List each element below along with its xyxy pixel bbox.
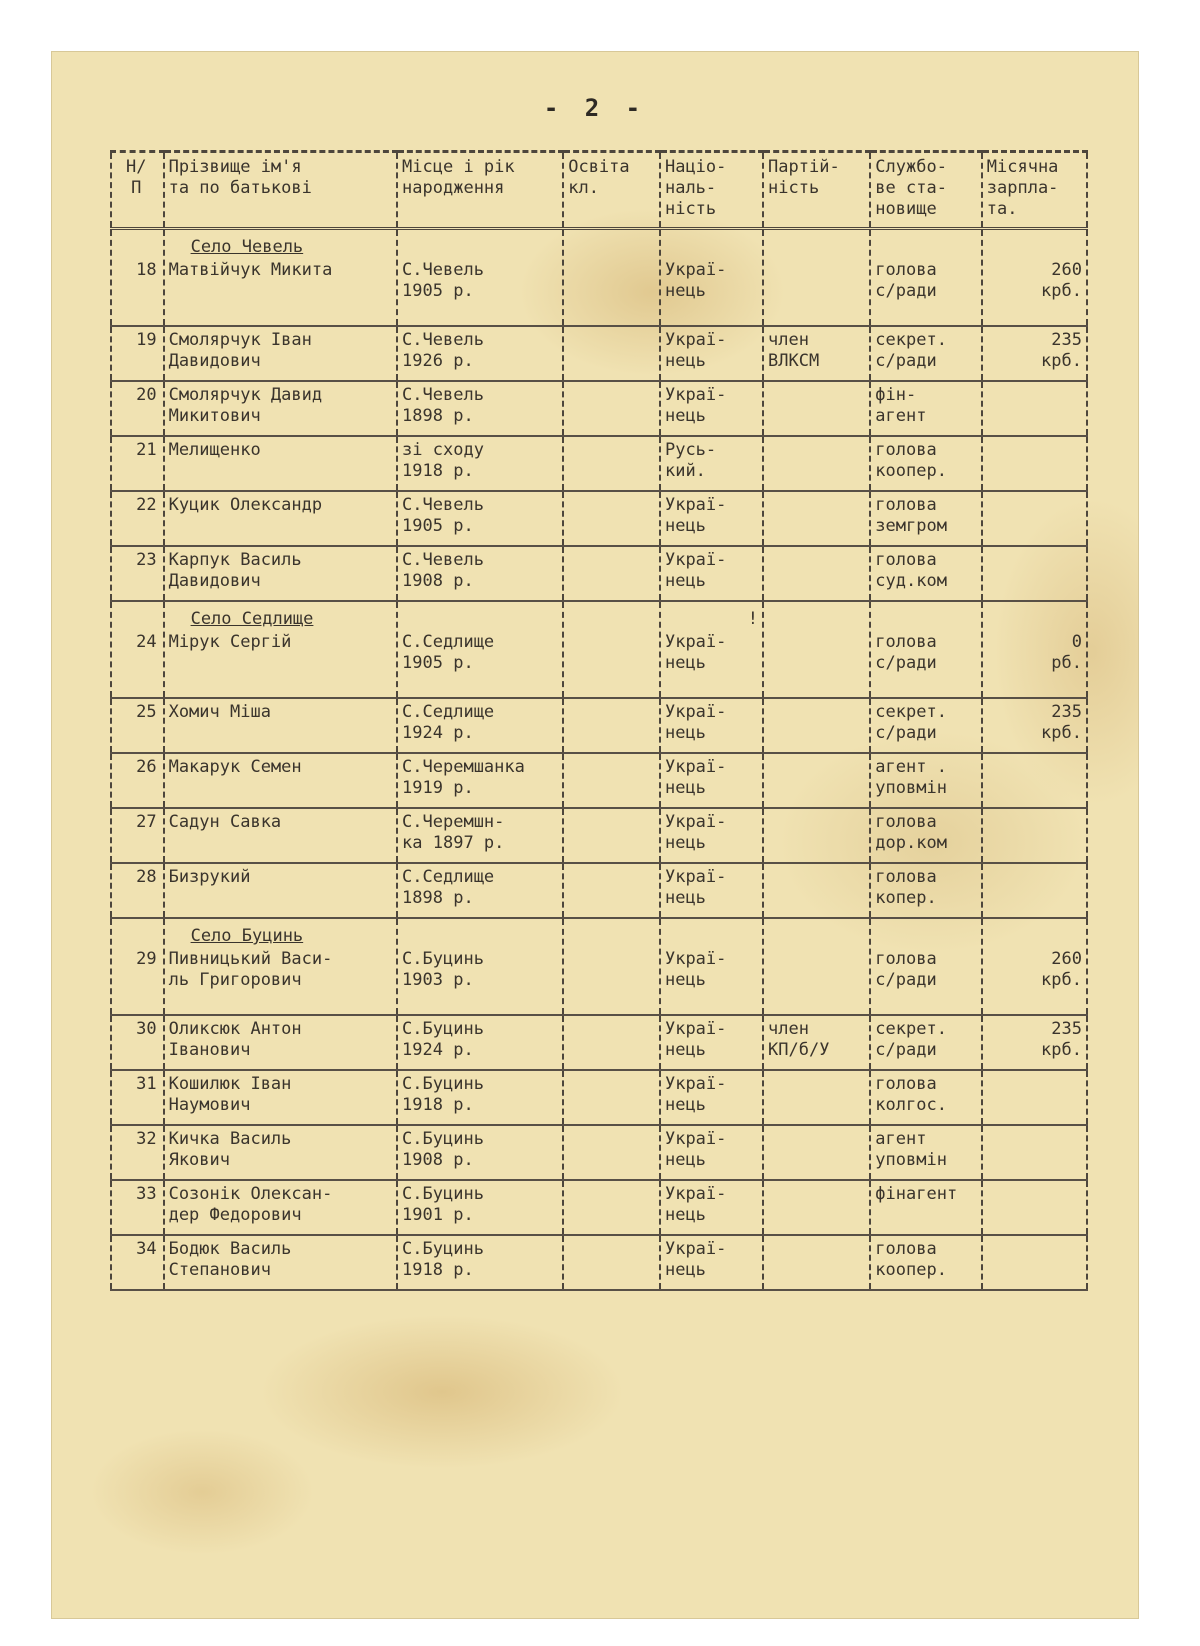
cell-salary bbox=[982, 863, 1087, 918]
cell-birth-place-year bbox=[397, 1235, 563, 1290]
cell-number bbox=[111, 381, 164, 436]
cell-nationality bbox=[660, 1070, 763, 1125]
page-number: - 2 - bbox=[543, 94, 647, 122]
cell-nationality-text: Украї- нець bbox=[664, 330, 727, 371]
table-row bbox=[111, 1180, 1087, 1235]
cell-position bbox=[870, 1015, 981, 1070]
cell-number-text: 30 bbox=[136, 1019, 157, 1039]
cell-position-text: секрет. с/ради bbox=[875, 1019, 947, 1060]
document-page bbox=[52, 52, 1138, 1618]
village-heading: Село Чевель bbox=[190, 237, 304, 257]
spacer bbox=[402, 237, 558, 258]
table-row bbox=[111, 1125, 1087, 1180]
header-education: Освіта кл. bbox=[563, 152, 660, 229]
header-party: Партій- ність bbox=[763, 152, 870, 229]
header-nationality: Націо- наль- ність bbox=[660, 152, 763, 229]
cell-position bbox=[870, 436, 981, 491]
table-row bbox=[111, 1070, 1087, 1125]
cell-position bbox=[870, 1125, 981, 1180]
cell-full-name bbox=[164, 601, 397, 698]
cell-birth-place-year bbox=[397, 436, 563, 491]
cell-birth-place-year-text: С.Буцинь 1924 р. bbox=[402, 1019, 484, 1060]
cell-number-text: 26 bbox=[136, 757, 157, 777]
spacer bbox=[875, 609, 976, 630]
cell-birth-place-year-text: С.Черемшн- ка 1897 р. bbox=[402, 812, 505, 853]
cell-number-text: 25 bbox=[136, 702, 157, 722]
cell-full-name-text: Кичка Василь Якович bbox=[168, 1129, 292, 1170]
cell-number-text: 29 bbox=[136, 949, 157, 969]
cell-education bbox=[563, 863, 660, 918]
cell-full-name-text: Мірук Сергій bbox=[168, 632, 292, 652]
cell-salary bbox=[982, 1070, 1087, 1125]
table-header-row bbox=[111, 152, 1087, 229]
cell-position-text: голова колгос. bbox=[875, 1074, 947, 1115]
spacer bbox=[875, 926, 976, 947]
cell-nationality-text: Украї- нець bbox=[664, 1019, 727, 1060]
cell-party bbox=[763, 863, 870, 918]
cell-position bbox=[870, 229, 981, 327]
cell-number-text: 28 bbox=[136, 867, 157, 887]
table-row bbox=[111, 381, 1087, 436]
table-row bbox=[111, 229, 1087, 327]
cell-full-name-text: Пивницький Васи- ль Григорович bbox=[168, 949, 333, 990]
cell-number-text: 31 bbox=[136, 1074, 157, 1094]
cell-full-name-text: Бизрукий bbox=[168, 867, 251, 887]
cell-full-name-text: Созонік Олексан- дер Федорович bbox=[168, 1184, 333, 1225]
cell-position-text: фін- агент bbox=[875, 385, 927, 426]
cell-salary bbox=[982, 753, 1087, 808]
cell-party bbox=[763, 698, 870, 753]
spacer bbox=[875, 237, 976, 258]
cell-salary-text: 260 крб. bbox=[1041, 949, 1082, 990]
cell-salary bbox=[982, 381, 1087, 436]
cell-birth-place-year-text: С.Буцинь 1918 р. bbox=[402, 1074, 484, 1115]
cell-position-text: голова коопер. bbox=[875, 1239, 947, 1280]
cell-nationality bbox=[660, 229, 763, 327]
cell-full-name bbox=[164, 808, 397, 863]
cell-number bbox=[111, 326, 164, 381]
cell-number bbox=[111, 698, 164, 753]
cell-party-text: член КП/б/У bbox=[768, 1019, 830, 1060]
cell-party bbox=[763, 753, 870, 808]
cell-number bbox=[111, 436, 164, 491]
cell-nationality-text: Украї- нець bbox=[664, 260, 727, 301]
cell-number-text: 27 bbox=[136, 812, 157, 832]
cell-birth-place-year-text: зі сходу 1918 р. bbox=[402, 440, 484, 481]
cell-position bbox=[870, 491, 981, 546]
cell-position bbox=[870, 698, 981, 753]
cell-full-name-text: Кошилюк Іван Наумович bbox=[168, 1074, 292, 1115]
table-row bbox=[111, 753, 1087, 808]
spacer bbox=[116, 237, 157, 258]
cell-nationality-text: Украї- нець bbox=[664, 385, 727, 426]
cell-birth-place-year bbox=[397, 863, 563, 918]
cell-birth-place-year-text: С.Чевель 1908 р. bbox=[402, 550, 484, 591]
cell-party bbox=[763, 1180, 870, 1235]
cell-number bbox=[111, 546, 164, 601]
spacer bbox=[768, 237, 865, 258]
cell-salary bbox=[982, 1235, 1087, 1290]
cell-full-name bbox=[164, 863, 397, 918]
cell-nationality bbox=[660, 1015, 763, 1070]
cell-nationality bbox=[660, 1180, 763, 1235]
cell-full-name bbox=[164, 546, 397, 601]
cell-birth-place-year bbox=[397, 1125, 563, 1180]
cell-salary bbox=[982, 546, 1087, 601]
cell-party bbox=[763, 229, 870, 327]
cell-party bbox=[763, 491, 870, 546]
cell-position bbox=[870, 326, 981, 381]
cell-position bbox=[870, 863, 981, 918]
cell-number-text: 24 bbox=[136, 632, 157, 652]
cell-full-name bbox=[164, 229, 397, 327]
cell-number-text: 20 bbox=[136, 385, 157, 405]
cell-full-name bbox=[164, 436, 397, 491]
cell-birth-place-year bbox=[397, 229, 563, 327]
spacer bbox=[402, 609, 558, 630]
cell-birth-place-year bbox=[397, 1070, 563, 1125]
margin-mark: ! bbox=[747, 609, 759, 629]
cell-position-text: секрет. с/ради bbox=[875, 330, 947, 371]
cell-nationality-text: Украї- нець bbox=[664, 757, 727, 798]
cell-nationality-text: Украї- нець bbox=[664, 1074, 727, 1115]
cell-full-name-text: Карпук Василь Давидович bbox=[168, 550, 302, 591]
cell-birth-place-year bbox=[397, 1015, 563, 1070]
cell-full-name bbox=[164, 326, 397, 381]
cell-birth-place-year-text: С.Буцинь 1918 р. bbox=[402, 1239, 484, 1280]
cell-number bbox=[111, 1070, 164, 1125]
cell-position-text: голова с/ради bbox=[875, 949, 937, 990]
cell-education bbox=[563, 546, 660, 601]
cell-nationality-text: Украї- нець bbox=[664, 812, 727, 853]
cell-nationality bbox=[660, 918, 763, 1015]
spacer bbox=[116, 609, 157, 630]
cell-position-text: голова с/ради bbox=[875, 260, 937, 301]
cell-number bbox=[111, 753, 164, 808]
table-row bbox=[111, 808, 1087, 863]
cell-full-name-text: Смолярчук Давид Микитович bbox=[168, 385, 323, 426]
table-row bbox=[111, 546, 1087, 601]
cell-party bbox=[763, 808, 870, 863]
cell-position bbox=[870, 1180, 981, 1235]
cell-party bbox=[763, 1015, 870, 1070]
cell-nationality-text: Русь- кий. bbox=[664, 440, 717, 481]
cell-number bbox=[111, 863, 164, 918]
cell-number bbox=[111, 1180, 164, 1235]
cell-salary-text: 260 крб. bbox=[1041, 260, 1082, 301]
spacer bbox=[987, 609, 1082, 630]
cell-position bbox=[870, 1235, 981, 1290]
cell-nationality bbox=[660, 808, 763, 863]
cell-salary-text: 235 крб. bbox=[1041, 330, 1082, 371]
cell-number bbox=[111, 601, 164, 698]
cell-salary bbox=[982, 698, 1087, 753]
spacer bbox=[402, 926, 558, 947]
cell-position-text: голова земгром bbox=[875, 495, 947, 536]
cell-full-name-text: Макарук Семен bbox=[168, 757, 302, 777]
cell-position-text: голова дор.ком bbox=[875, 812, 947, 853]
cell-education bbox=[563, 698, 660, 753]
cell-full-name bbox=[164, 753, 397, 808]
cell-nationality bbox=[660, 326, 763, 381]
cell-full-name-text: Садун Савка bbox=[168, 812, 282, 832]
cell-education bbox=[563, 326, 660, 381]
cell-number-text: 33 bbox=[136, 1184, 157, 1204]
cell-birth-place-year bbox=[397, 918, 563, 1015]
spacer bbox=[665, 926, 758, 947]
cell-nationality-text: Украї- нець bbox=[664, 1239, 727, 1280]
cell-position bbox=[870, 601, 981, 698]
cell-birth-place-year-text: С.Седлище 1898 р. bbox=[402, 867, 495, 908]
cell-nationality bbox=[660, 1125, 763, 1180]
cell-number-text: 21 bbox=[136, 440, 157, 460]
cell-education bbox=[563, 491, 660, 546]
village-heading: Село Буцинь bbox=[190, 926, 304, 946]
cell-party bbox=[763, 326, 870, 381]
cell-full-name-text: Хомич Міша bbox=[168, 702, 271, 722]
cell-full-name bbox=[164, 698, 397, 753]
cell-nationality bbox=[660, 436, 763, 491]
cell-position bbox=[870, 918, 981, 1015]
cell-party-text: член ВЛКСМ bbox=[768, 330, 820, 371]
header-full-name: Прізвище ім'я та по батькові bbox=[164, 152, 397, 229]
cell-salary-text: 235 крб. bbox=[1041, 702, 1082, 743]
cell-full-name bbox=[164, 1235, 397, 1290]
cell-salary-text: 0 рб. bbox=[1051, 632, 1082, 673]
cell-number bbox=[111, 1235, 164, 1290]
cell-full-name-text: Мелищенко bbox=[168, 440, 261, 460]
spacer bbox=[568, 237, 655, 258]
cell-number-text: 22 bbox=[136, 495, 157, 515]
cell-position bbox=[870, 808, 981, 863]
cell-birth-place-year-text: С.Буцинь 1903 р. bbox=[402, 949, 484, 990]
cell-birth-place-year bbox=[397, 546, 563, 601]
cell-position-text: агент уповмін bbox=[875, 1129, 947, 1170]
cell-salary bbox=[982, 1015, 1087, 1070]
cell-number-text: 32 bbox=[136, 1129, 157, 1149]
table-row bbox=[111, 436, 1087, 491]
cell-full-name bbox=[164, 1070, 397, 1125]
cell-salary bbox=[982, 491, 1087, 546]
cell-nationality bbox=[660, 863, 763, 918]
cell-birth-place-year bbox=[397, 753, 563, 808]
cell-education bbox=[563, 1070, 660, 1125]
cell-position bbox=[870, 1070, 981, 1125]
cell-full-name-text: Бодюк Василь Степанович bbox=[168, 1239, 292, 1280]
cell-education bbox=[563, 436, 660, 491]
cell-nationality bbox=[660, 601, 763, 698]
cell-position bbox=[870, 381, 981, 436]
cell-party bbox=[763, 436, 870, 491]
cell-education bbox=[563, 601, 660, 698]
header-salary: Місячна зарпла- та. bbox=[982, 152, 1087, 229]
spacer bbox=[568, 609, 655, 630]
cell-education bbox=[563, 808, 660, 863]
spacer bbox=[768, 609, 865, 630]
cell-birth-place-year bbox=[397, 808, 563, 863]
cell-nationality-text: Украї- нець bbox=[664, 632, 727, 673]
table-row bbox=[111, 1235, 1087, 1290]
cell-birth-place-year bbox=[397, 1180, 563, 1235]
table-row bbox=[111, 863, 1087, 918]
cell-full-name bbox=[164, 1015, 397, 1070]
cell-nationality bbox=[660, 753, 763, 808]
cell-full-name bbox=[164, 1180, 397, 1235]
cell-position-text: секрет. с/ради bbox=[875, 702, 947, 743]
cell-nationality-text: Украї- нець bbox=[664, 495, 727, 536]
cell-education bbox=[563, 229, 660, 327]
cell-education bbox=[563, 753, 660, 808]
cell-birth-place-year-text: С.Чевель 1898 р. bbox=[402, 385, 484, 426]
cell-nationality-text: Украї- нець bbox=[664, 867, 727, 908]
cell-birth-place-year-text: С.Седлище 1905 р. bbox=[402, 632, 495, 673]
cell-full-name-text: Оликсюк Антон Іванович bbox=[168, 1019, 302, 1060]
cell-full-name-text: Куцик Олександр bbox=[168, 495, 323, 515]
cell-nationality bbox=[660, 491, 763, 546]
cell-education bbox=[563, 1180, 660, 1235]
cell-position bbox=[870, 546, 981, 601]
spacer bbox=[568, 926, 655, 947]
cell-full-name-text: Смолярчук Іван Давидович bbox=[168, 330, 312, 371]
cell-party bbox=[763, 1070, 870, 1125]
header-position: Службо- ве ста- новище bbox=[870, 152, 981, 229]
spacer bbox=[665, 237, 758, 258]
cell-party bbox=[763, 601, 870, 698]
cell-birth-place-year-text: С.Седлище 1924 р. bbox=[402, 702, 495, 743]
cell-education bbox=[563, 918, 660, 1015]
cell-number bbox=[111, 491, 164, 546]
cell-birth-place-year-text: С.Черемшанка 1919 р. bbox=[402, 757, 525, 798]
cell-number bbox=[111, 808, 164, 863]
cell-salary bbox=[982, 1125, 1087, 1180]
cell-salary bbox=[982, 601, 1087, 698]
cell-position bbox=[870, 753, 981, 808]
cell-nationality-text: Украї- нець bbox=[664, 1184, 727, 1225]
header-birth-place-year: Місце і рік народження bbox=[397, 152, 563, 229]
spacer bbox=[987, 237, 1082, 258]
cell-nationality-text: Украї- нець bbox=[664, 949, 727, 990]
cell-number-text: 18 bbox=[136, 260, 157, 280]
cell-position-text: фінагент bbox=[875, 1184, 958, 1204]
spacer bbox=[987, 926, 1082, 947]
table-row bbox=[111, 326, 1087, 381]
cell-number bbox=[111, 229, 164, 327]
cell-nationality-text: Украї- нець bbox=[664, 1129, 727, 1170]
cell-birth-place-year bbox=[397, 326, 563, 381]
cell-education bbox=[563, 381, 660, 436]
cell-nationality-text: Украї- нець bbox=[664, 550, 727, 591]
cell-salary-text: 235 крб. bbox=[1041, 1019, 1082, 1060]
cell-nationality-text: Украї- нець bbox=[664, 702, 727, 743]
cell-education bbox=[563, 1125, 660, 1180]
cell-party bbox=[763, 381, 870, 436]
cell-full-name bbox=[164, 491, 397, 546]
cell-birth-place-year bbox=[397, 381, 563, 436]
table-row bbox=[111, 601, 1087, 698]
cell-full-name bbox=[164, 381, 397, 436]
cell-position-text: голова суд.ком bbox=[875, 550, 947, 591]
cell-birth-place-year-text: С.Буцинь 1901 р. bbox=[402, 1184, 484, 1225]
cell-nationality bbox=[660, 546, 763, 601]
table-row bbox=[111, 918, 1087, 1015]
cell-birth-place-year-text: С.Чевель 1905 р. bbox=[402, 260, 484, 301]
cell-salary bbox=[982, 326, 1087, 381]
table-row bbox=[111, 698, 1087, 753]
table-row bbox=[111, 491, 1087, 546]
cell-birth-place-year-text: С.Буцинь 1908 р. bbox=[402, 1129, 484, 1170]
cell-number bbox=[111, 918, 164, 1015]
cell-full-name bbox=[164, 918, 397, 1015]
cell-birth-place-year bbox=[397, 601, 563, 698]
cell-salary bbox=[982, 918, 1087, 1015]
cell-party bbox=[763, 1235, 870, 1290]
cell-full-name-text: Матвійчук Микита bbox=[168, 260, 333, 280]
cell-full-name bbox=[164, 1125, 397, 1180]
cell-party bbox=[763, 1125, 870, 1180]
cell-birth-place-year bbox=[397, 491, 563, 546]
cell-salary bbox=[982, 436, 1087, 491]
cell-salary bbox=[982, 1180, 1087, 1235]
cell-number bbox=[111, 1125, 164, 1180]
cell-number-text: 34 bbox=[136, 1239, 157, 1259]
cell-salary bbox=[982, 808, 1087, 863]
cell-salary bbox=[982, 229, 1087, 327]
cell-nationality bbox=[660, 698, 763, 753]
village-heading: Село Седлище bbox=[190, 609, 314, 629]
cell-party bbox=[763, 918, 870, 1015]
spacer bbox=[116, 926, 157, 947]
personnel-table bbox=[110, 150, 1088, 1291]
table-body bbox=[111, 229, 1087, 1291]
cell-position-text: голова с/ради bbox=[875, 632, 937, 673]
spacer bbox=[768, 926, 865, 947]
cell-number-text: 19 bbox=[136, 330, 157, 350]
cell-education bbox=[563, 1235, 660, 1290]
table-row bbox=[111, 1015, 1087, 1070]
cell-education bbox=[563, 1015, 660, 1070]
cell-position-text: голова копер. bbox=[875, 867, 937, 908]
cell-position-text: голова коопер. bbox=[875, 440, 947, 481]
cell-birth-place-year-text: С.Чевель 1926 р. bbox=[402, 330, 484, 371]
cell-birth-place-year-text: С.Чевель 1905 р. bbox=[402, 495, 484, 536]
cell-nationality bbox=[660, 1235, 763, 1290]
cell-party bbox=[763, 546, 870, 601]
cell-nationality bbox=[660, 381, 763, 436]
cell-birth-place-year bbox=[397, 698, 563, 753]
cell-number bbox=[111, 1015, 164, 1070]
cell-number-text: 23 bbox=[136, 550, 157, 570]
cell-position-text: агент . уповмін bbox=[875, 757, 947, 798]
header-number: Н/ П bbox=[111, 152, 164, 229]
